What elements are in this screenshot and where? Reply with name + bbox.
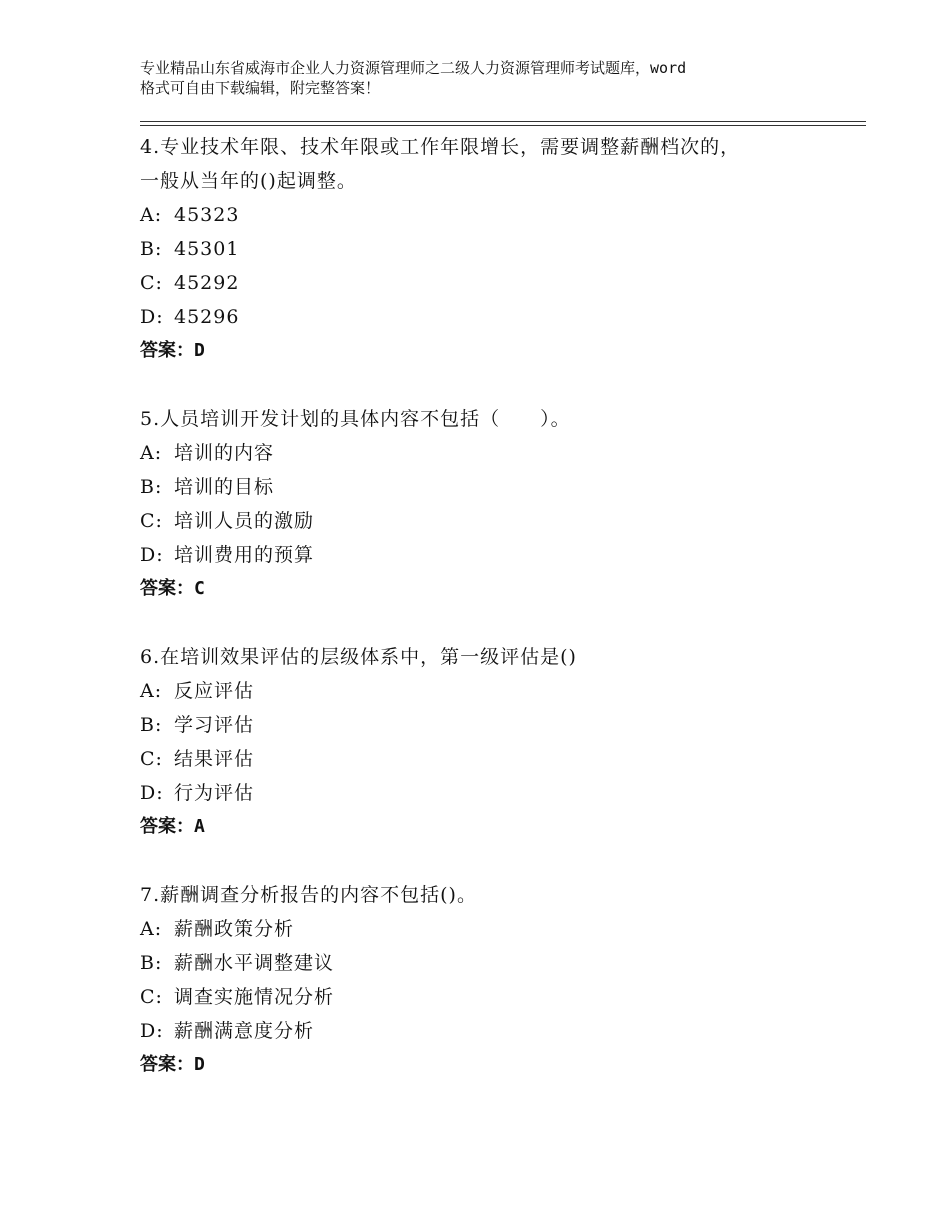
option-b: [140, 470, 840, 504]
option-d: [140, 1014, 840, 1048]
question-text-line: 4.专业技术年限、技术年限或工作年限增长，需要调整薪酬档次的，: [140, 136, 741, 158]
header-divider-top: [140, 121, 866, 122]
option-text: 结果评估: [174, 748, 255, 770]
option-b: [140, 232, 840, 266]
option-key: B:: [140, 238, 163, 260]
option-key: C:: [140, 748, 163, 770]
question-text-line: 一般从当年的()起调整。: [140, 170, 357, 192]
option-d: [140, 300, 840, 334]
option-d: [140, 776, 840, 810]
question-text-line: 7.薪酬调查分析报告的内容不包括()。: [140, 884, 477, 906]
option-text: 薪酬政策分析: [174, 918, 295, 940]
header-line-2: 格式可自由下载编辑，附完整答案！: [140, 79, 381, 97]
option-text: 培训的内容: [174, 442, 275, 464]
question-6: [140, 640, 840, 844]
header-divider-bottom: [140, 125, 866, 126]
option-key: D:: [140, 1020, 164, 1042]
question-5: [140, 402, 840, 606]
header-line-1: 专业精品山东省威海市企业人力资源管理师之二级人力资源管理师考试题库，word: [140, 59, 687, 77]
option-key: C:: [140, 272, 163, 294]
answer-line: 答案：C: [140, 578, 205, 599]
option-text: 行为评估: [174, 782, 255, 804]
option-key: D:: [140, 306, 164, 328]
question-spacer: [140, 368, 840, 402]
option-text: 学习评估: [174, 714, 255, 736]
option-key: C:: [140, 986, 163, 1008]
answer-line: 答案：A: [140, 816, 205, 837]
document-header: [140, 58, 830, 98]
option-key: B:: [140, 952, 163, 974]
option-text: 45292: [174, 272, 240, 294]
option-b: [140, 946, 840, 980]
question-spacer: [140, 606, 840, 640]
option-text: 45301: [174, 238, 240, 260]
option-text: 培训费用的预算: [174, 544, 315, 566]
option-a: [140, 912, 840, 946]
option-key: B:: [140, 714, 163, 736]
option-c: [140, 266, 840, 300]
question-spacer: [140, 844, 840, 878]
question-7: [140, 878, 840, 1082]
question-list: [140, 130, 840, 1082]
option-text: 调查实施情况分析: [174, 986, 335, 1008]
option-b: [140, 708, 840, 742]
option-key: A:: [140, 204, 163, 226]
option-key: C:: [140, 510, 163, 532]
answer-line: 答案：D: [140, 340, 205, 361]
option-d: [140, 538, 840, 572]
answer-line: 答案：D: [140, 1054, 205, 1075]
option-key: A:: [140, 918, 163, 940]
option-text: 反应评估: [174, 680, 255, 702]
option-text: 培训人员的激励: [174, 510, 315, 532]
option-c: [140, 980, 840, 1014]
option-text: 45323: [174, 204, 240, 226]
option-text: 薪酬水平调整建议: [174, 952, 335, 974]
option-c: [140, 504, 840, 538]
option-a: [140, 436, 840, 470]
option-text: 45296: [174, 306, 240, 328]
question-text-line: 5.人员培训开发计划的具体内容不包括（ ）。: [140, 408, 571, 430]
option-key: D:: [140, 544, 164, 566]
question-4: [140, 130, 840, 368]
option-key: A:: [140, 442, 163, 464]
option-text: 薪酬满意度分析: [174, 1020, 315, 1042]
option-c: [140, 742, 840, 776]
option-a: [140, 674, 840, 708]
question-text-line: 6.在培训效果评估的层级体系中，第一级评估是(): [140, 646, 577, 668]
option-a: [140, 198, 840, 232]
option-key: A:: [140, 680, 163, 702]
option-text: 培训的目标: [174, 476, 275, 498]
option-key: D:: [140, 782, 164, 804]
option-key: B:: [140, 476, 163, 498]
